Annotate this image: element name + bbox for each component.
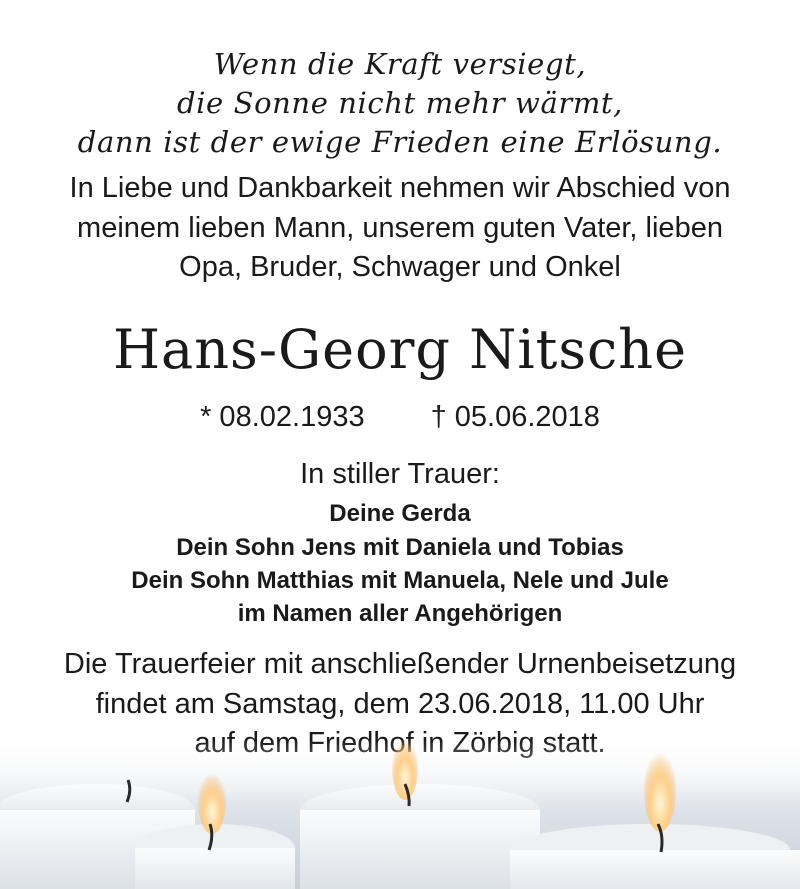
birth-date: * 08.02.1933 [200,401,365,433]
verse-line-2: die Sonne nicht mehr wärmt, [177,86,623,120]
candles-image [0,740,800,889]
mourner-line-2: Dein Sohn Jens mit Daniela und Tobias [176,534,624,561]
intro-line-2: meinem lieben Mann, unserem guten Vater, lieben [77,212,723,244]
mourner-line-1: Deine Gerda [329,500,471,527]
mourner-line-3: Dein Sohn Matthias mit Manuela, Nele und Jule [131,567,669,594]
mourning-heading: In stiller Trauer: [300,458,500,490]
verse-line-1: Wenn die Kraft versiegt, [213,47,587,81]
intro-line-1: In Liebe und Dankbarkeit nehmen wir Abschied von [69,172,731,204]
deceased-name: Hans-Georg Nitsche [112,318,688,381]
life-dates [0,401,800,434]
funeral-line-1: Die Trauerfeier mit anschließender Urnenbeisetzung [63,648,737,680]
intro-line-3: Opa, Bruder, Schwager und Onkel [179,251,621,283]
funeral-line-2: findet am Samstag, dem 23.06.2018, 11.00 Uhr [95,688,705,720]
verse-line-3: dann ist der ewige Frieden eine Erlösung. [77,125,723,159]
death-date: † 05.06.2018 [430,401,600,433]
mourner-line-4: im Namen aller Angehörigen [237,600,563,627]
